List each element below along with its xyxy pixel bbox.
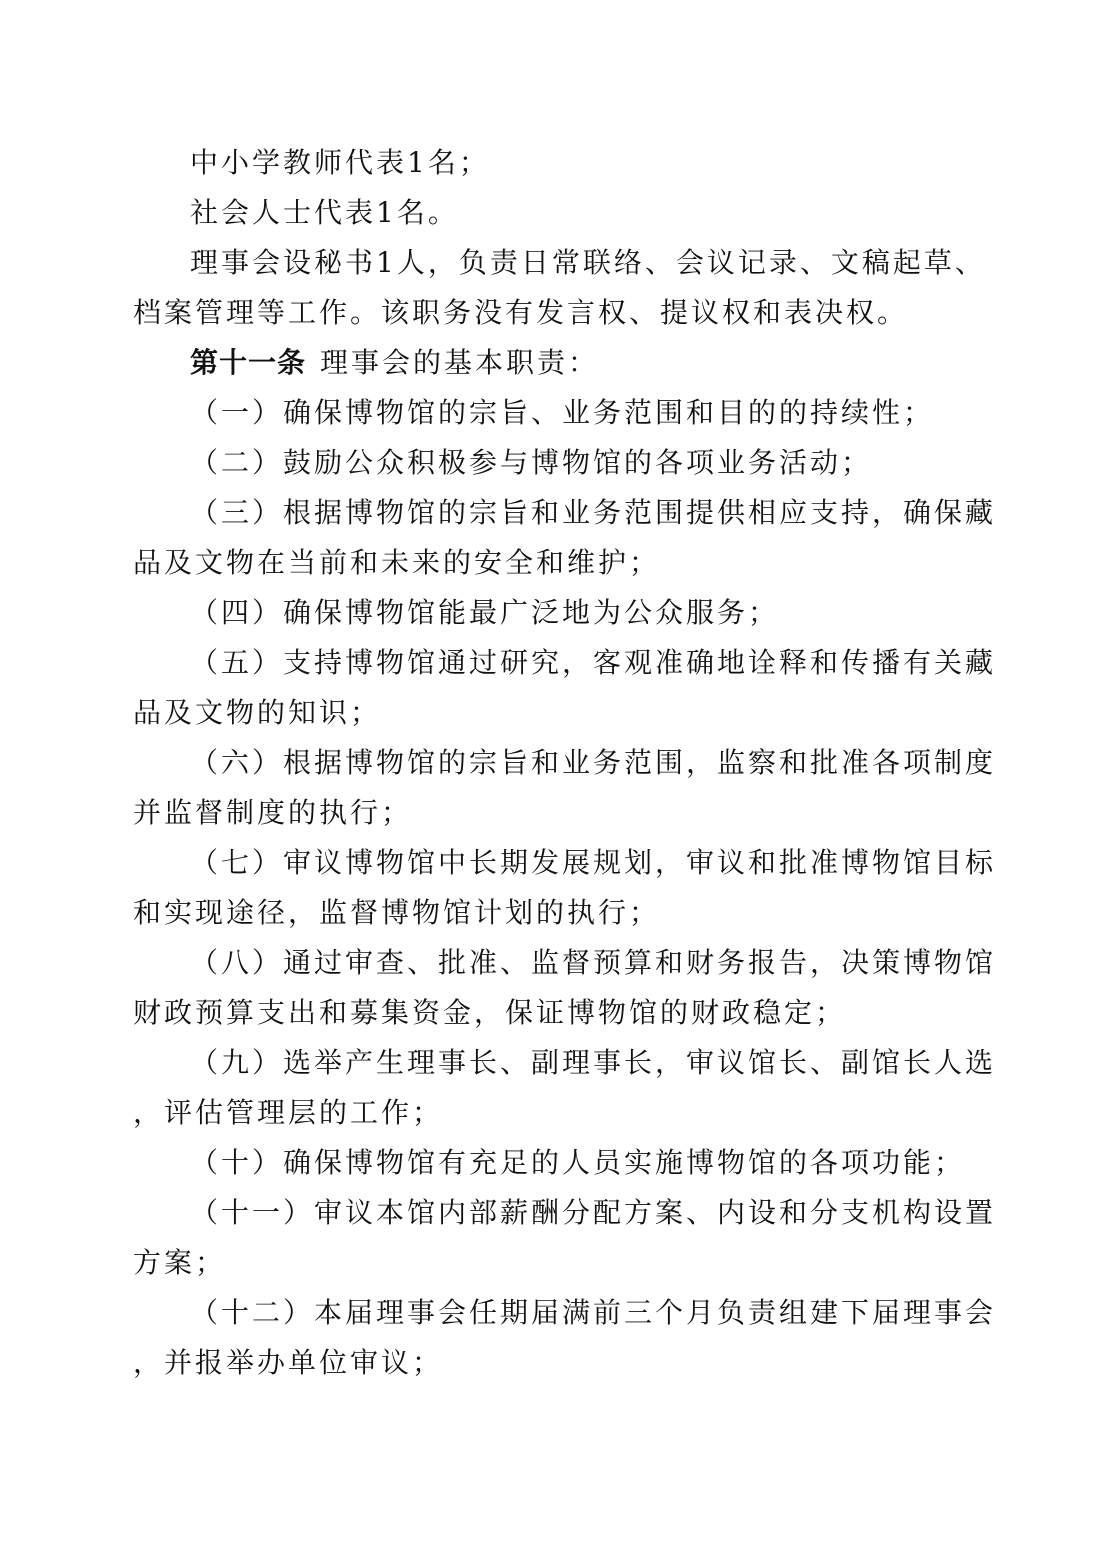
- text-line: 品及文物的知识；: [133, 696, 382, 729]
- text-line: （八）通过审查、批准、监督预算和财务报告，决策博物馆: [190, 946, 997, 979]
- text-line: ，评估管理层的工作；: [133, 1096, 444, 1129]
- text-line: 档案管理等工作。该职务没有发言权、提议权和表决权。: [133, 296, 909, 329]
- text-line: （三）根据博物馆的宗旨和业务范围提供相应支持，确保藏: [190, 496, 997, 529]
- text-line: 理事会设秘书1人，负责日常联络、会议记录、文稿起草、: [190, 246, 986, 279]
- text-line: （二）鼓励公众积极参与博物馆的各项业务活动；: [190, 446, 873, 479]
- text-line: （一）确保博物馆的宗旨、业务范围和目的的持续性；: [190, 396, 935, 429]
- article-heading-line: [190, 343, 599, 383]
- text-line: 中小学教师代表1名；: [190, 146, 490, 179]
- text-line: 并监督制度的执行；: [133, 796, 413, 829]
- text-line: 品及文物在当前和未来的安全和维护；: [133, 546, 661, 579]
- text-line: （九）选举产生理事长、副理事长，审议馆长、副馆长人选: [190, 1046, 997, 1079]
- text-line: 社会人士代表1名。: [190, 196, 459, 229]
- text-line: 方案；: [133, 1246, 227, 1279]
- text-line: （十）确保博物馆有充足的人员实施博物馆的各项功能；: [190, 1146, 966, 1179]
- article-number: 第十一条: [190, 346, 307, 379]
- article-title: 理事会的基本职责：: [320, 346, 600, 379]
- text-line: 财政预算支出和募集资金，保证博物馆的财政稳定；: [133, 996, 847, 1029]
- text-line: （六）根据博物馆的宗旨和业务范围，监察和批准各项制度: [190, 746, 997, 779]
- text-line: ，并报举办单位审议；: [133, 1346, 444, 1379]
- text-line: 和实现途径，监督博物馆计划的执行；: [133, 896, 661, 929]
- text-line: （七）审议博物馆中长期发展规划，审议和批准博物馆目标: [190, 846, 997, 879]
- text-line: （五）支持博物馆通过研究，客观准确地诠释和传播有关藏: [190, 646, 997, 679]
- text-line: （十一）审议本馆内部薪酬分配方案、内设和分支机构设置: [190, 1196, 997, 1229]
- text-line: （四）确保博物馆能最广泛地为公众服务；: [190, 596, 780, 629]
- text-line: （十二）本届理事会任期届满前三个月负责组建下届理事会: [190, 1296, 997, 1329]
